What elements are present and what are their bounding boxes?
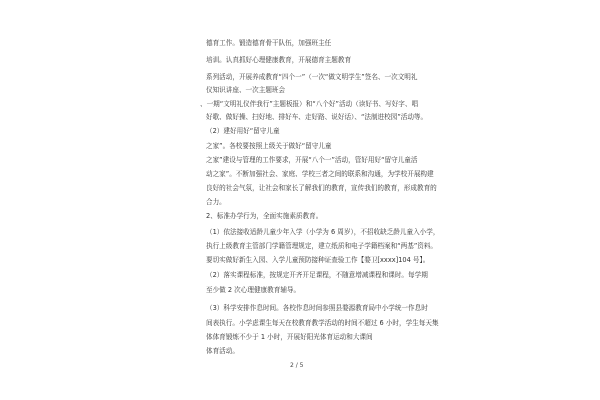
- text-line: 良好的社会气氛，让社会和家长了解我们的教育，宣传我们的教育，形成教育的: [206, 184, 437, 192]
- text-line: 之家”建设与管理的工作要求，开展“八个一”活动，管好用好“留守儿童活: [206, 156, 418, 164]
- text-line: 动之家”。不断加强社会、家庭、学校三者之间的联系和沟通，为学校开展构建: [206, 170, 434, 178]
- text-line: 好歌、做好操、扫好地、排好车、走好路、说好话）、“法制进校园”活动等。: [206, 113, 428, 121]
- section-heading: 2、标准办学行为，全面实施素质教育。: [206, 212, 323, 220]
- text-line: （1）依法接收适龄儿童少年入学（小学为 6 周岁），不招收缺乏龄儿童入小学，: [206, 228, 440, 236]
- text-line: （3）科学安排作息时间。各校作息时间参照县婺源教育局中小学统一作息时: [206, 304, 428, 312]
- page-number: 2 / 5: [290, 362, 304, 369]
- text-line: 、一期“文明礼仪伴我行”主题板报）和“八个好”活动（读好书、写好字、唱: [200, 100, 419, 108]
- text-line: 培训。认真抓好心理健康教育，开展德育主题教育: [206, 56, 352, 64]
- text-line: （2）落实课程标准，按规定开齐开足课程，不随意增减课程和课时。每学期: [206, 271, 428, 279]
- text-line: 体体育锻炼不少于 1 小时，开展好阳光体育运动和大课间: [206, 333, 373, 341]
- text-line: 之家”。各校要按照上级关于做好“留守儿童: [206, 142, 332, 150]
- text-line: 至少做 2 次心理健康教育辅导。: [206, 286, 301, 294]
- text-line: 合力。: [206, 198, 226, 206]
- text-line: 体育活动。: [206, 347, 239, 355]
- text-line: （2）建好用好“留守儿童: [206, 127, 280, 135]
- text-line: 要切实做好新生入园、入学儿童预防接种证查验工作【婺卫[xxxx]104 号】。: [206, 256, 430, 264]
- text-line: 执行上级教育主管部门学籍管理规定，建立纸质和电子学籍档案和“两基”资料。: [206, 242, 438, 250]
- text-line: 系列活动，开展养成教育“四个一”（一次“做文明学生”签名、一次文明礼: [206, 73, 418, 81]
- text-line: 间表执行。小学虑课生每天在校教育教学活动的时间不超过 6 小时，学生每天集: [206, 319, 439, 327]
- text-line: 德育工作。锻造德育骨干队伍，加强班主任: [206, 39, 332, 47]
- text-line: 仪知识讲座、一次主题班会: [206, 86, 286, 94]
